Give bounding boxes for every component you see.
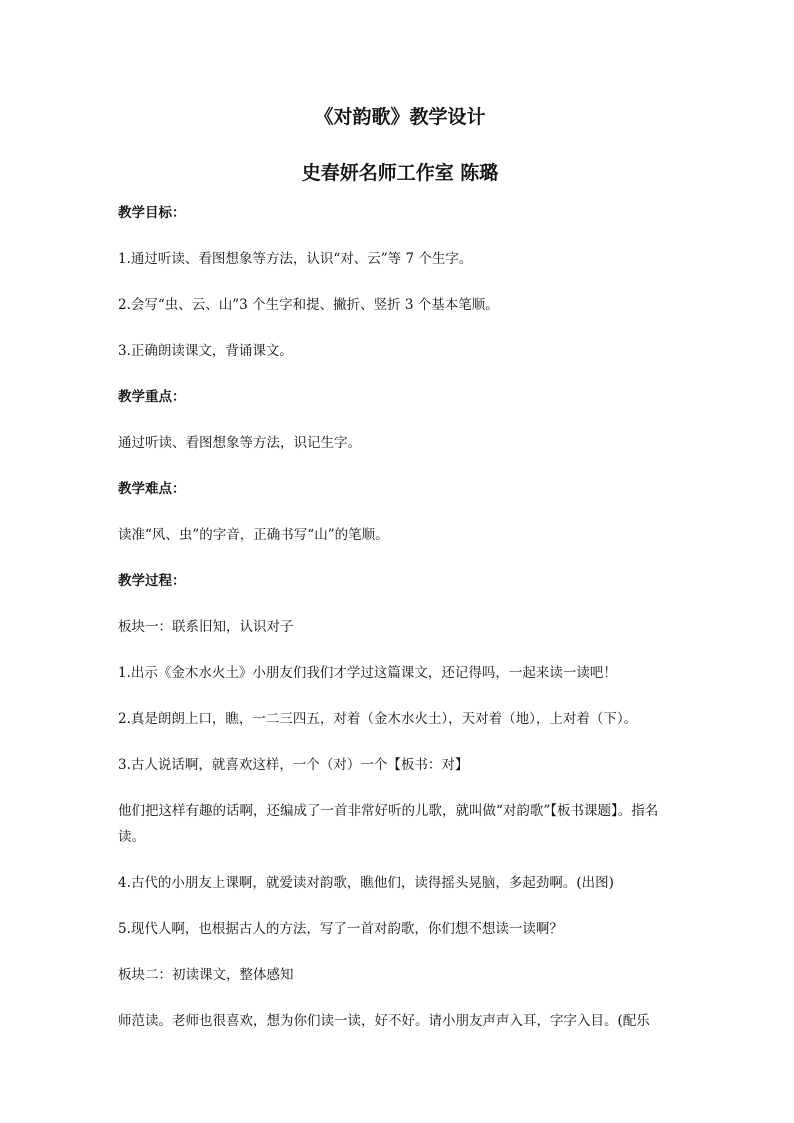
key-points-text: 通过听读、看图想象等方法，识记生字。 xyxy=(118,435,361,451)
document-body xyxy=(118,104,682,1034)
document-subtitle: 史春妍名师工作室 陈璐 xyxy=(301,162,499,184)
step-1: 1.出示《金木水火土》小朋友们我们才学过这篇课文，还记得吗，一起来读一读吧！ xyxy=(118,665,617,681)
goal-1: 1.通过听读、看图想象等方法，认识“对、云”等 7 个生字。 xyxy=(118,251,473,267)
document-title: 《对韵歌》教学设计 xyxy=(314,106,486,128)
goals-heading: 教学目标： xyxy=(118,205,186,221)
goal-3: 3.正确朗读课文，背诵课文。 xyxy=(118,343,293,359)
step-3-continued: 他们把这样有趣的话啊，还编成了一首非常好听的儿歌，就叫做“对韵歌”【板书课题】。指名读。 xyxy=(118,803,659,845)
step-4: 4.古代的小朋友上课啊，就爱读对韵歌，瞧他们，读得摇头晃脑，多起劲啊。(出图) xyxy=(118,875,614,891)
block-2-heading: 板块二：初读课文，整体感知 xyxy=(118,967,294,983)
key-points-heading: 教学重点： xyxy=(118,389,186,405)
step-2: 2.真是朗朗上口，瞧，一二三四五，对着（金木水火土），天对着（地），上对着（下）。 xyxy=(118,711,638,727)
difficult-points-heading: 教学难点： xyxy=(118,481,186,497)
step-3: 3.古人说话啊，就喜欢这样，一个（对）一个【板书：对】 xyxy=(118,757,469,773)
teacher-demo-reading: 师范读。老师也很喜欢，想为你们读一读，好不好。请小朋友声声入耳，字字入目。(配乐 xyxy=(118,1013,650,1029)
process-heading: 教学过程： xyxy=(118,573,186,589)
goal-2: 2.会写“虫、云、山”3 个生字和提、撇折、竖折 3 个基本笔顺。 xyxy=(118,297,499,313)
difficult-points-text: 读准“风、虫”的字音，正确书写“山”的笔顺。 xyxy=(118,527,389,543)
block-1-heading: 板块一：联系旧知，认识对子 xyxy=(118,619,294,635)
step-5: 5.现代人啊，也根据古人的方法，写了一首对韵歌，你们想不想读一读啊？ xyxy=(118,921,563,937)
